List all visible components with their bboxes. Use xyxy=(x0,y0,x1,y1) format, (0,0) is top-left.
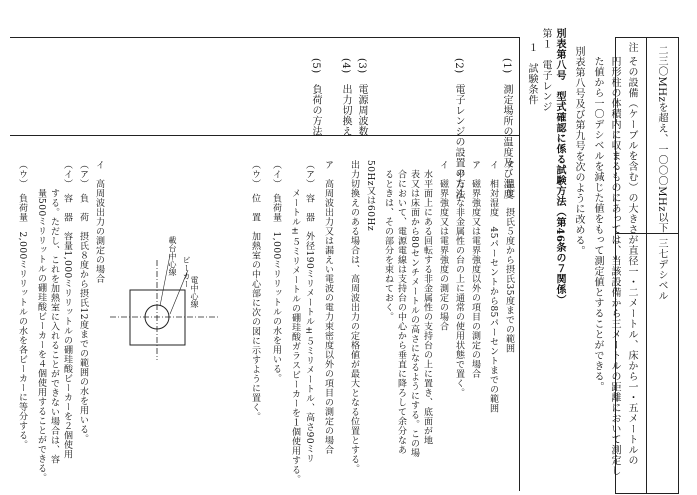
note-line-1: その設備（ケーブルを含む）の大きさが直径一・二メートル、床から一・五メートルの xyxy=(626,56,637,466)
test-conditions-heading: １ 試験条件 xyxy=(526,42,537,105)
condition-label-4: (4) 出力切換え xyxy=(340,58,351,137)
note-label: 注 xyxy=(626,42,637,53)
condition-5-line-2: （ア） 容 器 外径190ミリメートル±５ミリメートル、高さ90ミリ xyxy=(304,160,314,464)
condition-label-3: (3) 電源周波数 xyxy=(356,58,367,137)
beaker-placement-diagram xyxy=(110,250,220,360)
header-value: 三七デシベル xyxy=(656,238,667,301)
condition-label-5: (5) 負荷の方法 xyxy=(310,58,321,137)
table-top-rule xyxy=(10,37,520,38)
condition-label-2: (2) 電子レンジの設置の方法 xyxy=(453,58,464,200)
high-freq-line-2: （ア） 負 荷 摂氏８度から摂氏12度までの範囲の水を用いる。 xyxy=(78,160,88,444)
condition-2-line-3: イ 磁界強度又は電界強度の測定の場合 xyxy=(438,160,448,331)
condition-2-line-1: ア 磁界強度又は電界強度以外の項目の測定の場合 xyxy=(470,160,480,379)
condition-2-line-2: 平たんな非金属性の台の上に通常の使用状態で置く。 xyxy=(454,160,464,398)
condition-2-line-6: 合において、電源電線は支持台の中心から垂直に降ろして余分なあ xyxy=(396,160,406,455)
table-label-rule xyxy=(10,135,520,136)
condition-label-1: (1) 測定場所の温度及び湿度 xyxy=(501,58,512,200)
high-freq-line-1: イ 高周波出力の測定の場合 xyxy=(94,160,104,284)
condition-1-line-1: ア 温度 摂氏５度から摂氏35度までの範囲 xyxy=(504,160,514,353)
section-heading: 第１ 電子レンジ xyxy=(540,28,551,112)
appendix-title: 別表第八号 型式確認に係る試験方法（第46条の７関係） xyxy=(554,28,565,306)
high-freq-line-4: する。ただし、これを加熱室に入れることができない場合は、容 xyxy=(49,160,59,464)
note-line-3: た値から一〇デシベルを減じた値をもって測定値とすることができる。 xyxy=(592,56,603,392)
condition-5-line-1: ア 高周波出力又は漏えい電波の電力束密度以外の項目の測定の場合 xyxy=(323,160,333,455)
diagram-svg xyxy=(110,250,220,360)
high-freq-line-6: （ウ） 負荷量 2,000ミリリットルの水を各ビーカーに等分する。 xyxy=(17,160,27,450)
condition-5-line-5: （ウ） 位 置 加熱室の中心部に次の図に示すように置く。 xyxy=(250,160,260,422)
diagram-label-beaker: ビーカー xyxy=(182,256,191,288)
condition-5-line-4: （イ） 負荷量 1,000ミリリットルの水を用いる。 xyxy=(271,160,281,384)
header-table-inner-line xyxy=(646,37,647,493)
note-line-2: 円形柱の体積内に収まるものにあっては、当該設備から三メートルの距離において測定し xyxy=(609,56,620,476)
header-frequency-range: 二三〇MHzを超え、一〇〇〇MHz以下 xyxy=(656,45,667,233)
table-right-rule xyxy=(519,37,520,491)
high-freq-line-3: （イ） 容 器 容量1,000ミリリットルの硼珪酸ビーカーを２個使用 xyxy=(62,160,72,460)
condition-3-line-1: 50Hz又は60Hz xyxy=(365,160,375,232)
condition-1-line-2: イ 相対湿度 45パーセントから85パーセントまでの範囲 xyxy=(488,160,498,413)
diagram-label-center: 電中心線 xyxy=(190,276,199,308)
condition-4-line-1: 出力切換えのある場合は、高周波出力の定格値が最大となる位置とする。 xyxy=(349,160,359,474)
condition-2-line-4: 水平面上にある回転する非金属性の支持台の上に置き、底面が地 xyxy=(422,160,432,445)
condition-2-line-7: るときは、その部分を束ねておく。 xyxy=(383,160,393,322)
condition-2-line-5: 表又は床面から80センチメートルの高さになるようにする。この場 xyxy=(409,160,419,458)
high-freq-line-5: 量500ミリリットルの硼珪酸ビーカーを４個使用することができる。 xyxy=(36,160,46,483)
amendment-text: 別表第八号及び第九号を次のように改める。 xyxy=(573,46,584,256)
condition-5-line-3: メートル±５ミリメートルの硼珪酸ガラスビーカーを１個使用する。 xyxy=(290,160,300,484)
diagram-label-table-center: 載台中心線 xyxy=(168,236,177,276)
